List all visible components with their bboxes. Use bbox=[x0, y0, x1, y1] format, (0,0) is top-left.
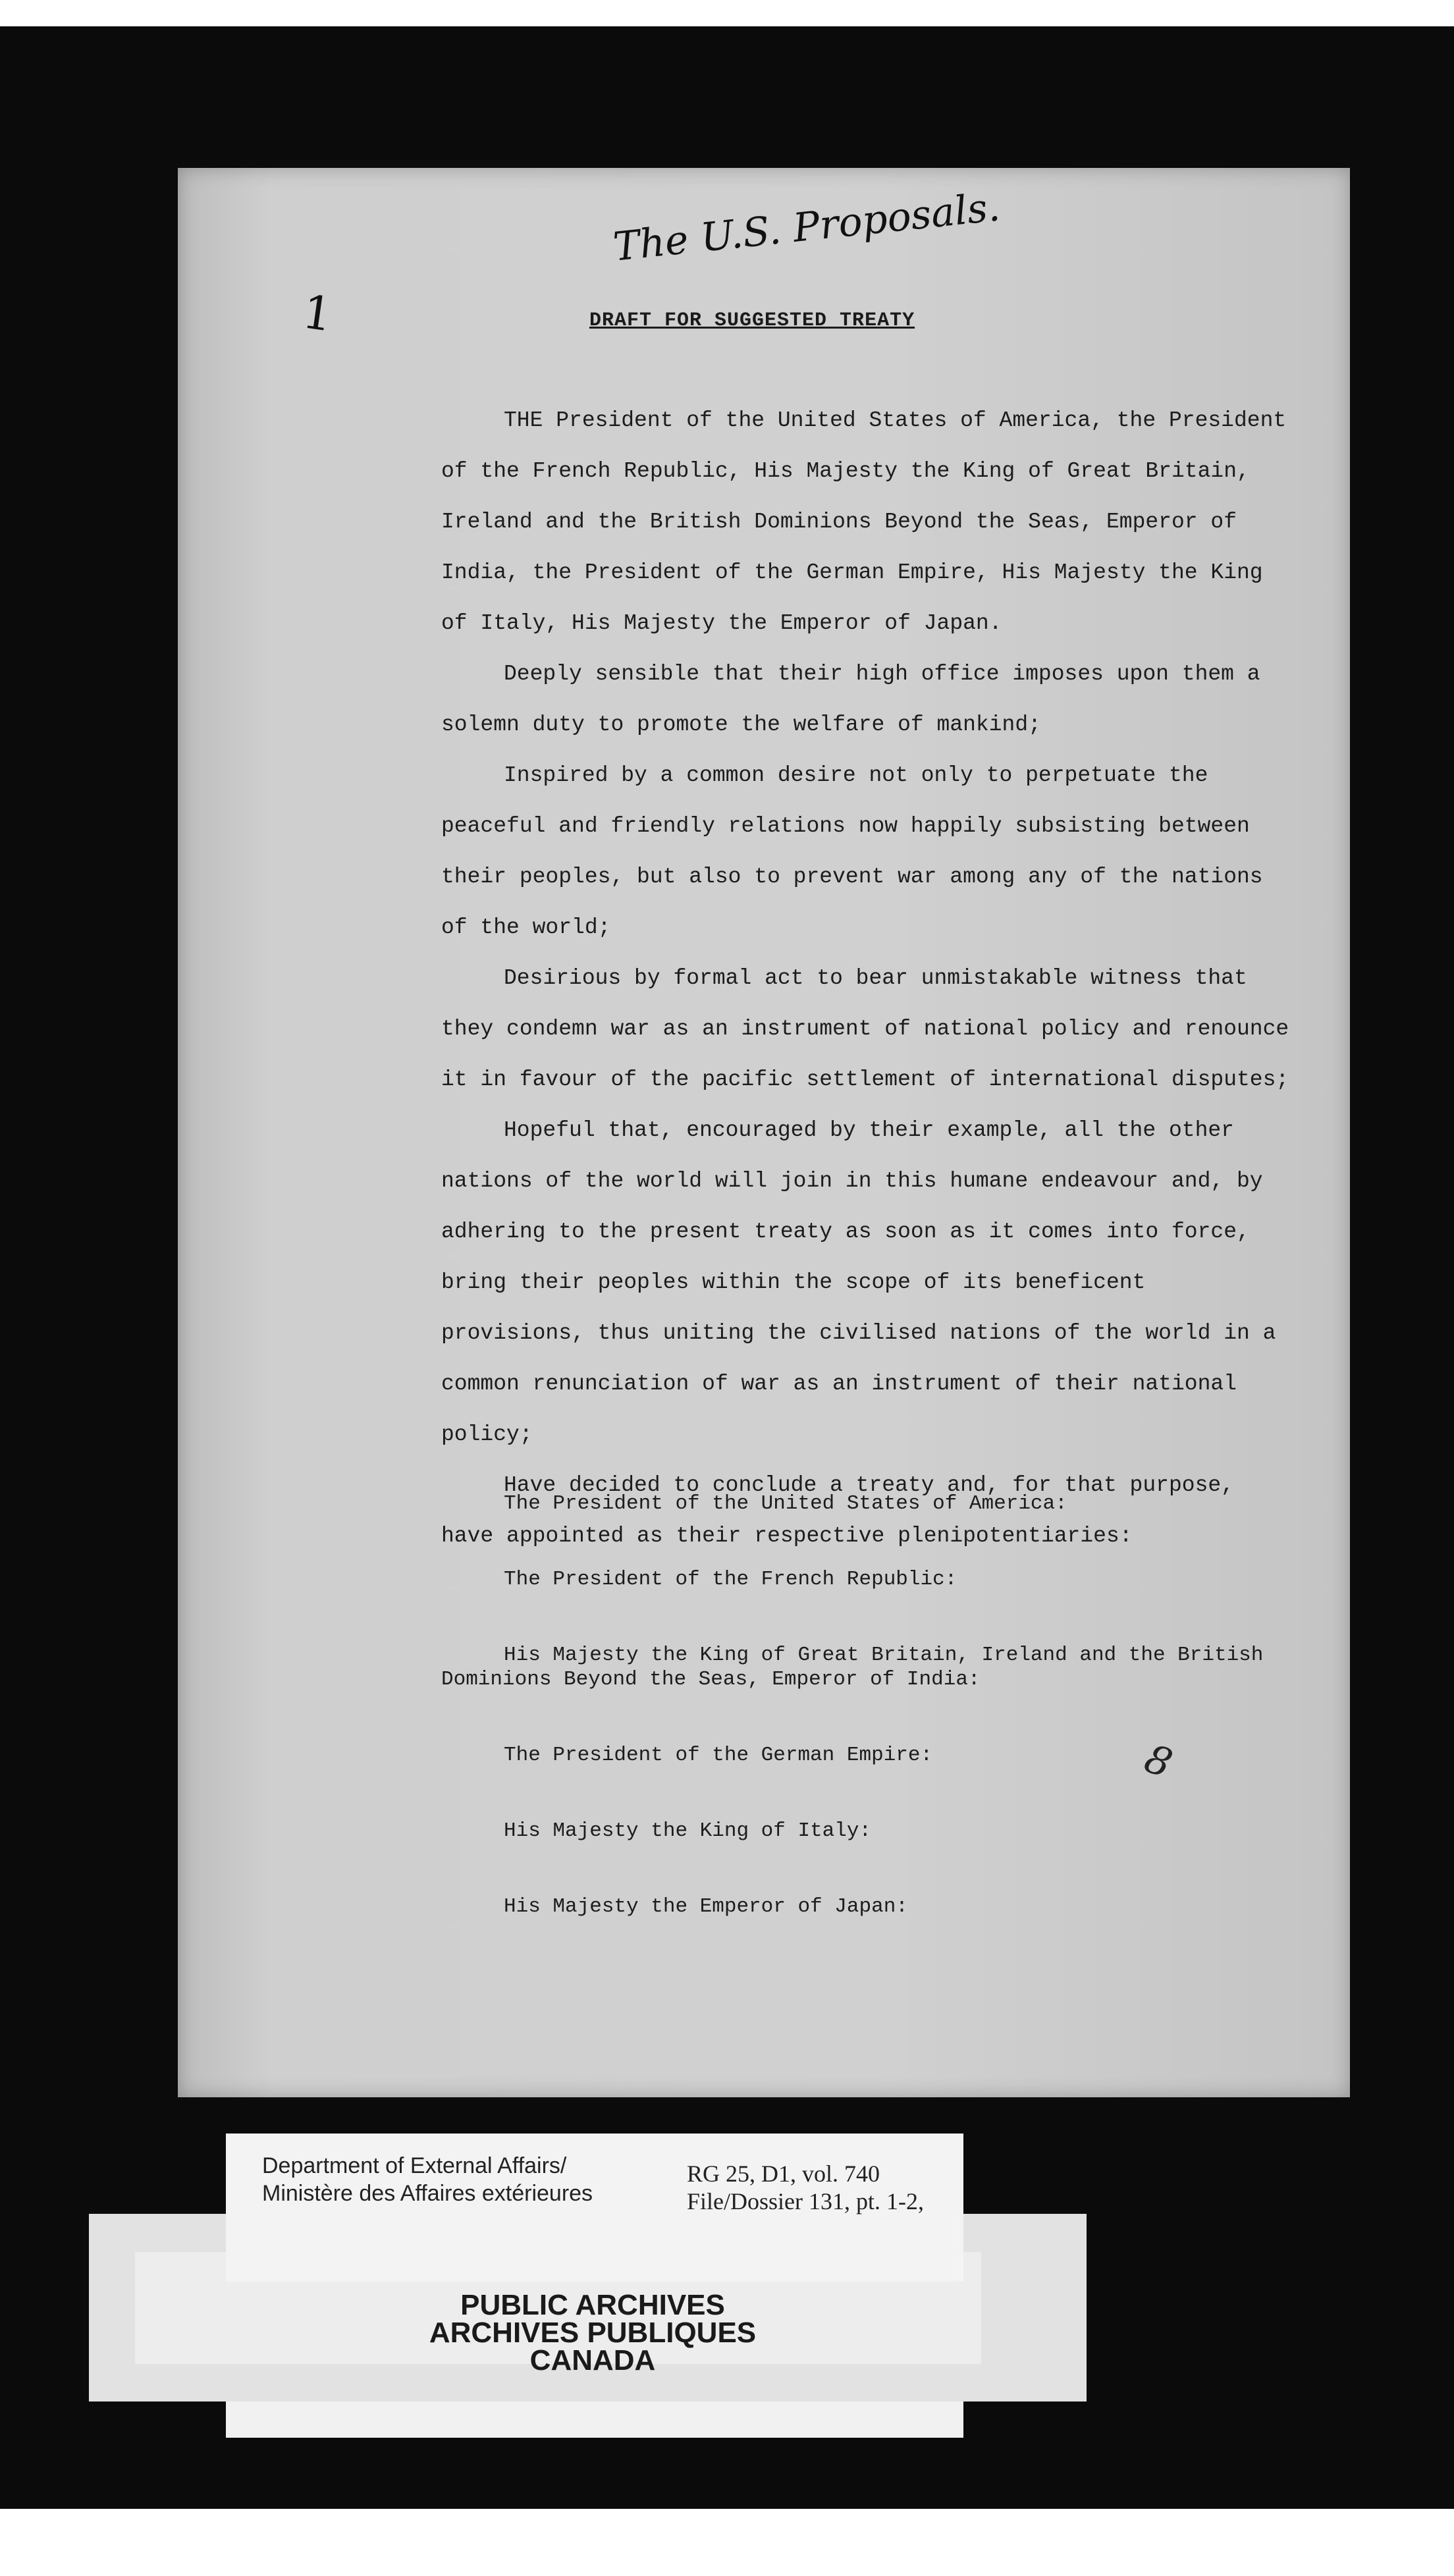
archive-stamp-lower bbox=[226, 2402, 963, 2438]
archive-reference-card bbox=[226, 2133, 963, 2282]
department-french: Ministère des Affaires extérieures bbox=[262, 2181, 593, 2206]
record-group: RG 25, D1, vol. 740 bbox=[687, 2160, 880, 2187]
handwritten-title: The U.S. Proposals. bbox=[610, 184, 1002, 271]
stamp-line: PUBLIC ARCHIVES bbox=[460, 2289, 725, 2321]
paragraph: Inspired by a common desire not only to perpetuate the peaceful and friendly relations now happily subsisting between their peoples, but also to prevent war among any of the nations of the world; bbox=[441, 763, 1263, 940]
paragraph: Desirious by formal act to bear unmistakable witness that they condemn war as an instrument of national policy and renounce it in favour of the pacific settlement of international disputes; bbox=[441, 966, 1289, 1092]
paragraph: Hopeful that, encouraged by their example, all the other nations of the world will join in this humane endeavour and, by adhering to the present treaty as soon as it comes into force, bring their peoples within the scope of its beneficent provisions, thus uniting the civilised nations of the world in a common renunciation of war as an instrument of their national policy; bbox=[441, 1118, 1276, 1447]
stamp-line: ARCHIVES PUBLIQUES bbox=[429, 2317, 757, 2349]
archive-stamp bbox=[0, 2289, 1185, 2376]
paragraph: Deeply sensible that their high office imposes upon them a solemn duty to promote the welfare of mankind; bbox=[441, 662, 1260, 737]
document-heading: DRAFT FOR SUGGESTED TREATY bbox=[589, 309, 915, 332]
plenipotentiary-entry: His Majesty the Emperor of Japan: bbox=[504, 1895, 908, 1918]
department-english: Department of External Affairs/ bbox=[262, 2153, 567, 2178]
paragraph: Have decided to conclude a treaty and, for that purpose, have appointed as their respective plenipotentiaries: bbox=[441, 1473, 1234, 1548]
plenipotentiary-entry: His Majesty the King of Great Britain, Ireland and the British Dominions Beyond the Seas, Emperor of India: bbox=[441, 1644, 1264, 1691]
file-number: File/Dossier 131, pt. 1-2, bbox=[687, 2188, 924, 2214]
plenipotentiaries-list bbox=[441, 1491, 1310, 1970]
stamp-line: CANADA bbox=[529, 2344, 656, 2376]
plenipotentiary-entry: The President of the French Republic: bbox=[504, 1568, 957, 1591]
plenipotentiary-entry: The President of the German Empire: bbox=[504, 1744, 933, 1767]
department-label bbox=[262, 2152, 593, 2207]
paragraph: THE President of the United States of America, the President of the French Republic, His Majesty the King of Great Britain, Ireland and the British Dominions Beyond the Seas, Emperor of India, the President of the German Empire, His Majesty the King of Italy, His Majesty the Emperor of Japan. bbox=[441, 408, 1287, 635]
plenipotentiary-entry: His Majesty the King of Italy: bbox=[504, 1819, 872, 1842]
document-page bbox=[178, 168, 1350, 2097]
preamble bbox=[441, 395, 1291, 1561]
margin-scribble: 8 bbox=[1139, 1735, 1179, 1788]
reference-label bbox=[687, 2160, 924, 2215]
plenipotentiary-entry: The President of the United States of America: bbox=[504, 1492, 1067, 1515]
page-mark: 1 bbox=[299, 284, 337, 342]
